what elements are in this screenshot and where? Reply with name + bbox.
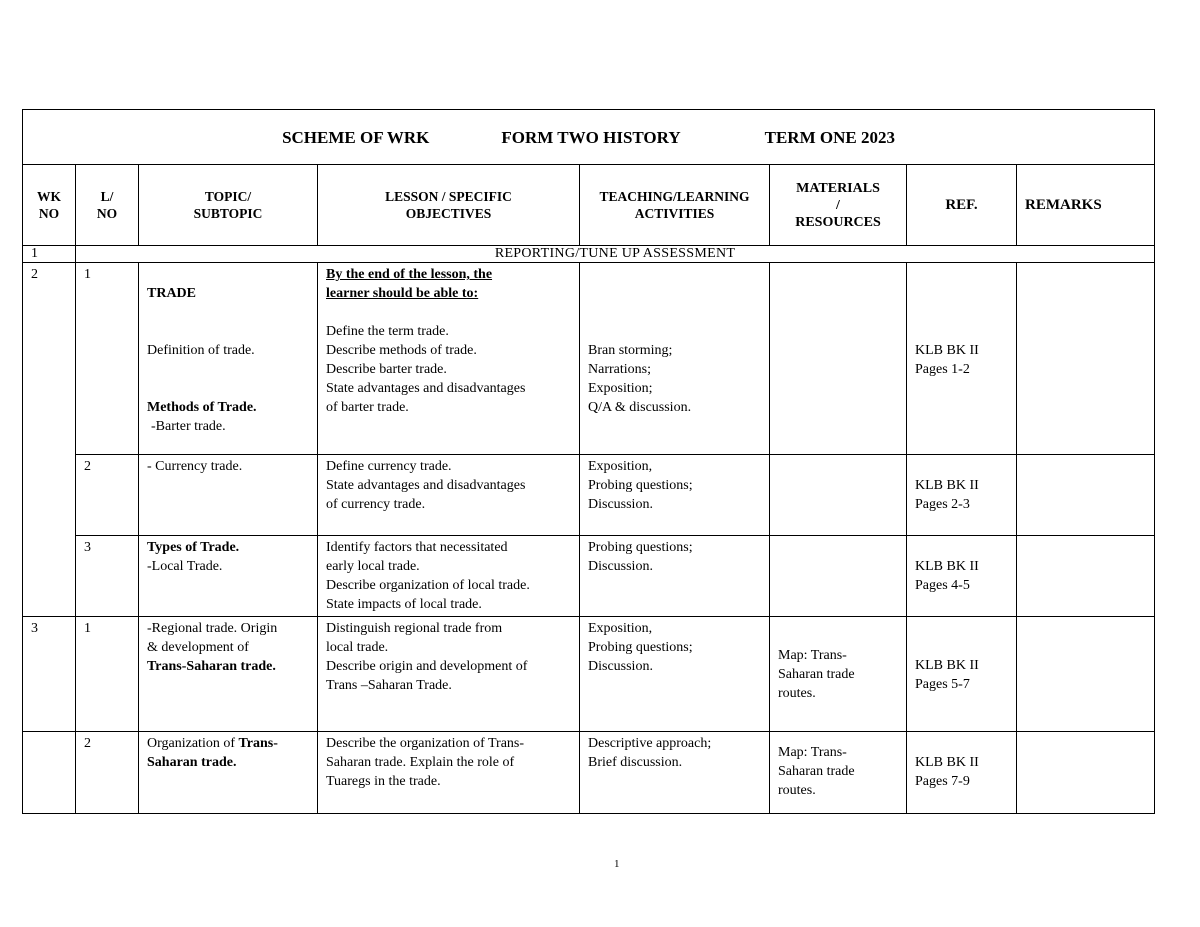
topic-cell bbox=[139, 536, 318, 617]
remarks-cell bbox=[1017, 617, 1155, 732]
objectives-intro: learner should be able to: bbox=[326, 286, 479, 301]
activities-cell: Descriptive approach; Brief discussion. bbox=[580, 732, 770, 814]
header-objectives: LESSON / SPECIFIC OBJECTIVES bbox=[318, 165, 580, 246]
topic-cell: Organization of Trans- Saharan trade. bbox=[139, 732, 318, 814]
title-scheme: SCHEME OF WRK bbox=[282, 127, 430, 147]
subtopic: Definition of trade. bbox=[147, 343, 255, 358]
header-remarks: REMARKS bbox=[1017, 165, 1155, 246]
remarks-cell bbox=[1017, 732, 1155, 814]
reporting-text: REPORTING/TUNE UP ASSESSMENT bbox=[76, 246, 1155, 263]
table-row bbox=[23, 536, 1155, 617]
title-row bbox=[23, 110, 1155, 165]
table-row bbox=[23, 263, 1155, 455]
topic-heading: TRADE bbox=[147, 286, 197, 301]
activities-cell: Probing questions; Discussion. bbox=[580, 536, 770, 617]
table-row-reporting bbox=[23, 246, 1155, 263]
wk-cell: 2 bbox=[23, 263, 76, 455]
table-row bbox=[23, 617, 1155, 732]
objectives-cell: Define currency trade. State advantages and disadvantages of currency trade. bbox=[318, 455, 580, 536]
document-title bbox=[23, 110, 1155, 165]
table-row bbox=[23, 732, 1155, 814]
header-activities: TEACHING/LEARNING ACTIVITIES bbox=[580, 165, 770, 246]
activities-cell: Exposition, Probing questions; Discussion. bbox=[580, 617, 770, 732]
objectives-cell: Distinguish regional trade from local trade. Describe origin and development of Trans –Saharan Trade. bbox=[318, 617, 580, 732]
objectives-cell: Identify factors that necessitated early local trade. Describe organization of local trade. State impacts of local trade. bbox=[318, 536, 580, 617]
objectives-cell: Describe the organization of Trans- Saharan trade. Explain the role of Tuaregs in the trade. bbox=[318, 732, 580, 814]
remarks-cell bbox=[1017, 263, 1155, 455]
ref-cell: KLB BK II Pages 7-9 bbox=[907, 732, 1017, 814]
materials-cell bbox=[770, 536, 907, 617]
ref-cell: KLB BK II Pages 2-3 bbox=[907, 455, 1017, 536]
title-form: FORM TWO HISTORY bbox=[501, 127, 681, 147]
header-wk-no: WK NO bbox=[23, 165, 76, 246]
lesson-no-cell: 2 bbox=[76, 455, 139, 536]
remarks-cell bbox=[1017, 455, 1155, 536]
materials-cell: Map: Trans- Saharan trade routes. bbox=[770, 617, 907, 732]
materials-cell bbox=[770, 263, 907, 455]
header-topic: TOPIC/ SUBTOPIC bbox=[139, 165, 318, 246]
title-term: TERM ONE 2023 bbox=[764, 127, 895, 147]
scheme-of-work-table bbox=[22, 109, 1155, 814]
subtopic: -Local Trade. bbox=[147, 559, 223, 574]
lesson-no-cell: 2 bbox=[76, 732, 139, 814]
wk-cell: 1 bbox=[23, 246, 76, 263]
lesson-no-cell: 1 bbox=[76, 617, 139, 732]
subtopic-heading: Methods of Trade. bbox=[147, 400, 257, 415]
subtopic-heading: Types of Trade. bbox=[147, 540, 240, 555]
materials-cell bbox=[770, 455, 907, 536]
header-materials: MATERIALS / RESOURCES bbox=[770, 165, 907, 246]
wk-cell bbox=[23, 732, 76, 814]
materials-cell: Map: Trans- Saharan trade routes. bbox=[770, 732, 907, 814]
header-lesson-no: L/ NO bbox=[76, 165, 139, 246]
objectives-cell: By the end of the lesson, the learner should be able to: Define the term trade. Describe methods of trade. Describe barter trade. State advantages and disadvantages of barter trade. bbox=[318, 263, 580, 455]
topic-cell: -Regional trade. Origin & development of Trans-Saharan trade. bbox=[139, 617, 318, 732]
topic-cell: - Currency trade. bbox=[139, 455, 318, 536]
page-number: 1 bbox=[614, 858, 620, 870]
ref-cell: KLB BK II Pages 1-2 bbox=[907, 263, 1017, 455]
objectives-intro: By the end of the lesson, the bbox=[326, 267, 493, 282]
subtopic-heading: Trans-Saharan trade. bbox=[147, 659, 276, 674]
topic-cell bbox=[139, 263, 318, 455]
activities-cell: Bran storming; Narrations; Exposition; Q/A & discussion. bbox=[580, 263, 770, 455]
subtopic: -Barter trade. bbox=[151, 419, 226, 434]
ref-cell: KLB BK II Pages 5-7 bbox=[907, 617, 1017, 732]
lesson-no-cell: 3 bbox=[76, 536, 139, 617]
wk-cell bbox=[23, 455, 76, 536]
header-ref: REF. bbox=[907, 165, 1017, 246]
ref-cell: KLB BK II Pages 4-5 bbox=[907, 536, 1017, 617]
header-row bbox=[23, 165, 1155, 246]
activities-cell: Exposition, Probing questions; Discussion. bbox=[580, 455, 770, 536]
table-row bbox=[23, 455, 1155, 536]
remarks-cell bbox=[1017, 536, 1155, 617]
wk-cell: 3 bbox=[23, 617, 76, 732]
lesson-no-cell: 1 bbox=[76, 263, 139, 455]
wk-cell bbox=[23, 536, 76, 617]
